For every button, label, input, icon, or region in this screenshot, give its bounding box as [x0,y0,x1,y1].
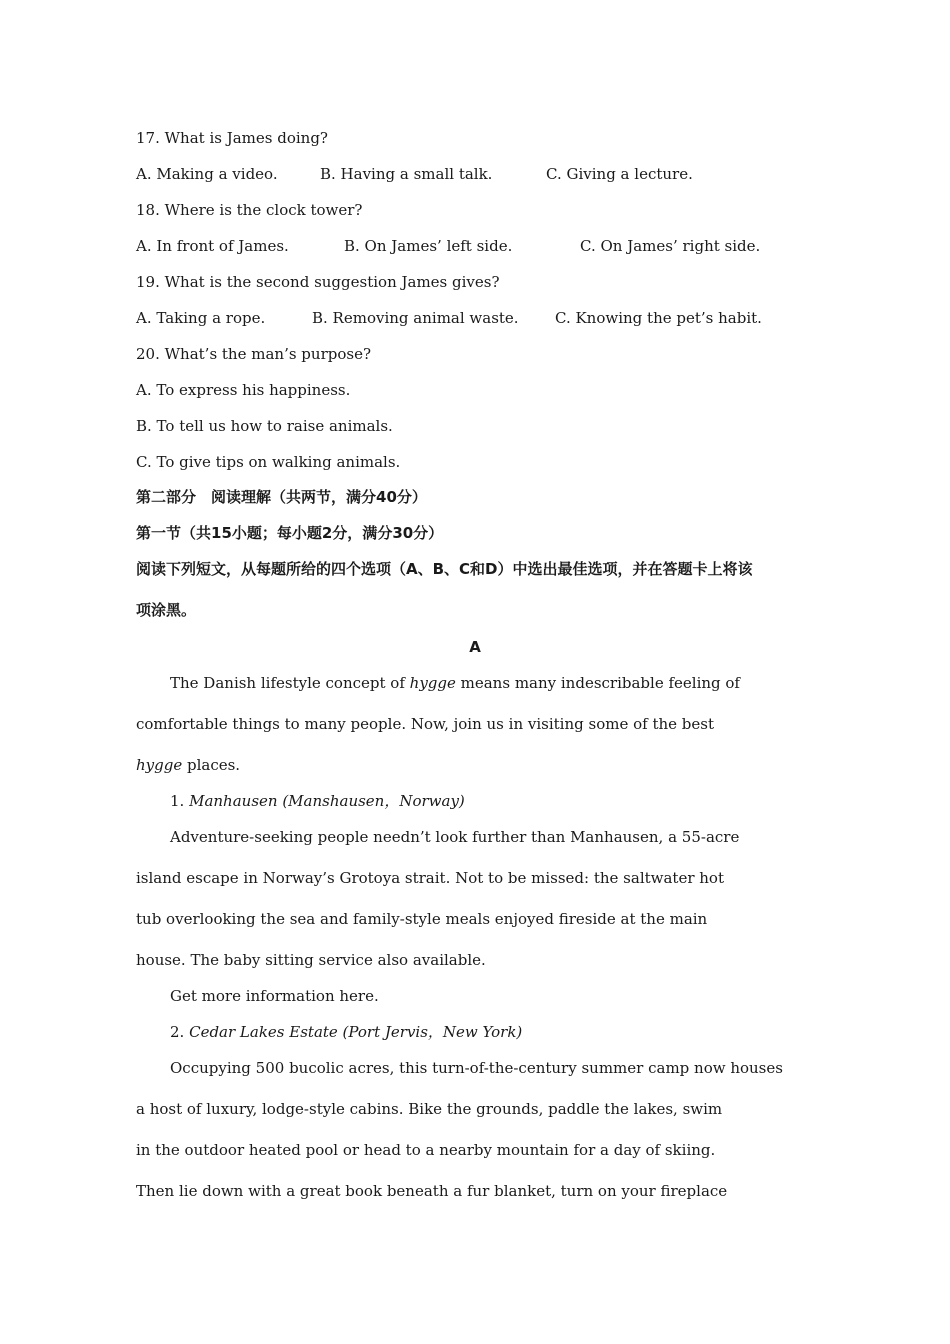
q19-option-a: A. Taking a rope. [136,309,266,327]
q19-option-b: B. Removing animal waste. [312,309,519,327]
q19-option-c: C. Knowing the pet’s habit. [555,309,762,327]
passage-intro-line-3 [136,755,240,775]
item-2-line-1: Occupying 500 bucolic acres, this turn-of-the-century summer camp now houses [170,1059,783,1077]
part-title: 第二部分 阅读理解（共两节，满分40分） [136,488,427,506]
passage-intro-line-2: comfortable things to many people. Now, join us in visiting some of the best [136,715,714,733]
item-2-line-2: a host of luxury, lodge-style cabins. Bike the grounds, paddle the lakes, swim [136,1100,723,1118]
q20-option-b: B. To tell us how to raise animals. [136,417,393,435]
item-2-line-4: Then lie down with a great book beneath a fur blanket, turn on your fireplace [136,1182,728,1200]
q20-option-a: A. To express his happiness. [136,381,351,399]
instruction-line-2: 项涂黑。 [136,601,197,619]
item-1-line-1: Adventure-seeking people needn’t look further than Manhausen, a 55-acre [170,828,740,846]
item-1-line-3: tub overlooking the sea and family-style meals enjoyed fireside at the main [136,910,708,928]
item-1-line-2: island escape in Norway’s Grotoya strait. Not to be missed: the saltwater hot [136,869,724,887]
passage-intro-line-1 [170,673,740,693]
q18-option-a: A. In front of James. [136,237,289,255]
hygge-term: hygge [136,756,183,774]
intro-text-b: means many indescribable feeling of [455,674,740,692]
item-1-more-info: Get more information here. [170,987,379,1005]
item-1-heading [170,791,465,811]
passage-label: A [469,638,481,656]
question-20: 20. What’s the man’s purpose? [136,345,371,363]
item-2-line-3: in the outdoor heated pool or head to a nearby mountain for a day of skiing. [136,1141,716,1159]
q18-option-b: B. On James’ left side. [344,237,513,255]
q17-option-b: B. Having a small talk. [320,165,493,183]
q17-option-c: C. Giving a lecture. [546,165,693,183]
intro-text-c: places. [182,756,241,774]
question-18: 18. Where is the clock tower? [136,201,363,219]
q20-option-c: C. To give tips on walking animals. [136,453,401,471]
item-1-number: 1. [170,792,190,810]
question-17: 17. What is James doing? [136,129,328,147]
q18-option-c: C. On James’ right side. [580,237,761,255]
item-2-number: 2. [170,1023,190,1041]
intro-text-a: The Danish lifestyle concept of [170,674,410,692]
q17-option-a: A. Making a video. [136,165,278,183]
section-subtitle: 第一节（共15小题；每小题2分，满分30分） [136,524,444,542]
item-2-heading [170,1022,522,1042]
hygge-term: hygge [409,674,456,692]
item-2-title: Cedar Lakes Estate (Port Jervis，New York) [189,1023,523,1041]
item-1-line-4: house. The baby sitting service also available. [136,951,486,969]
item-1-title: Manhausen (Manshausen，Norway) [189,792,465,810]
instruction-line-1: 阅读下列短文，从每题所给的四个选项（A、B、C和D）中选出最佳选项，并在答题卡上将该 [136,560,753,578]
question-19: 19. What is the second suggestion James gives? [136,273,500,291]
